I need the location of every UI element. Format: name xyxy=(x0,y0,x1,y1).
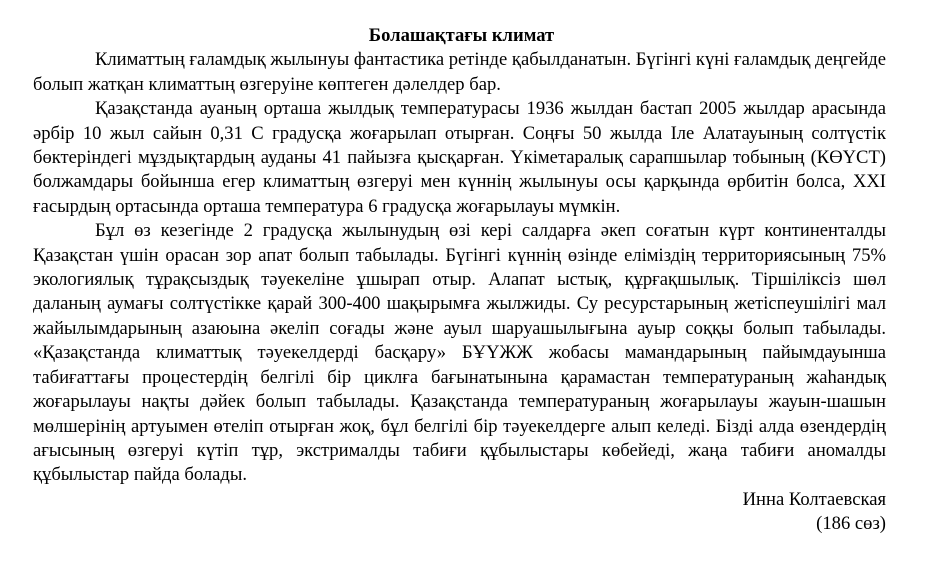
paragraph-2: Қазақстанда ауаның орташа жылдық температурасы 1936 жылдан бастап 2005 жылдар арасында әрбір 10 жыл сайын 0,31 С градусқа жоғарылап отырған. Соңғы 50 жылда Іле Алатауының солтүстік бөктеріндегі мұздықтардың ауданы 41 пайызға қысқарған. Үкіметаралық сарапшылар тобының (КӨҮСТ) болжамдары бойынша егер климаттың өзгеруі мен күннің жылынуы осы қарқында өрбитін болса, ХХІ ғасырдың ортасында орташа температура 6 градусқа жоғарылауы мүмкін. xyxy=(33,98,886,217)
paragraph-3: Бұл өз кезегінде 2 градусқа жылынудың өзі кері салдарға әкеп соғатын күрт континенталды Қазақстан үшін орасан зор апат болып табылады. Бүгінгі күннің өзінде еліміздің территориясының 75% экологиялық тұрақсыздық тәуекеліне ұшырап отыр. Алапат ыстық, құрғақшылық. Тіршіліксіз шөл даланың аумағы солтүстікке қарай 300-400 шақырымға жылжиды. Су ресурстарының жетіспеушілігі мал жайылымдарының азаюына әкеліп соғады және ауыл шаруашылығына ауыр соққы болып табылады. «Қазақстанда климаттық тәуекелдерді басқару» БҰҮЖЖ жобасы мамандарының пайымдауынша табиғаттағы процестердің белгілі бір циклға бағынатынына қарамастан температураның жаһандық жоғарылауы нақты дәйек болып табылады. Қазақстанда температураның жоғарылауы жауын-шашын мөлшерінің артуымен өтеліп отырған жоқ, бұл белгілі бір тәуекелдерге алып келеді. Бізді алда өзендердің ағысының өзгеруі күтіп тұр, экстрималды табиғи құбылыстары көбейеді, жаңа табиғи аномалды құбылыстар пайда болады. xyxy=(33,220,886,486)
document-page xyxy=(33,24,886,537)
author-name: Инна Колтаевская xyxy=(742,488,886,510)
paragraph-1: Климаттың ғаламдық жылынуы фантастика ретінде қабылданатын. Бүгінгі күні ғаламдық деңгейде болып жатқан климаттың өзгеруіне көптеген дәлелдер бар. xyxy=(33,49,886,95)
word-count: (186 сөз) xyxy=(816,513,886,535)
document-title: Болашақтағы климат xyxy=(368,25,555,46)
